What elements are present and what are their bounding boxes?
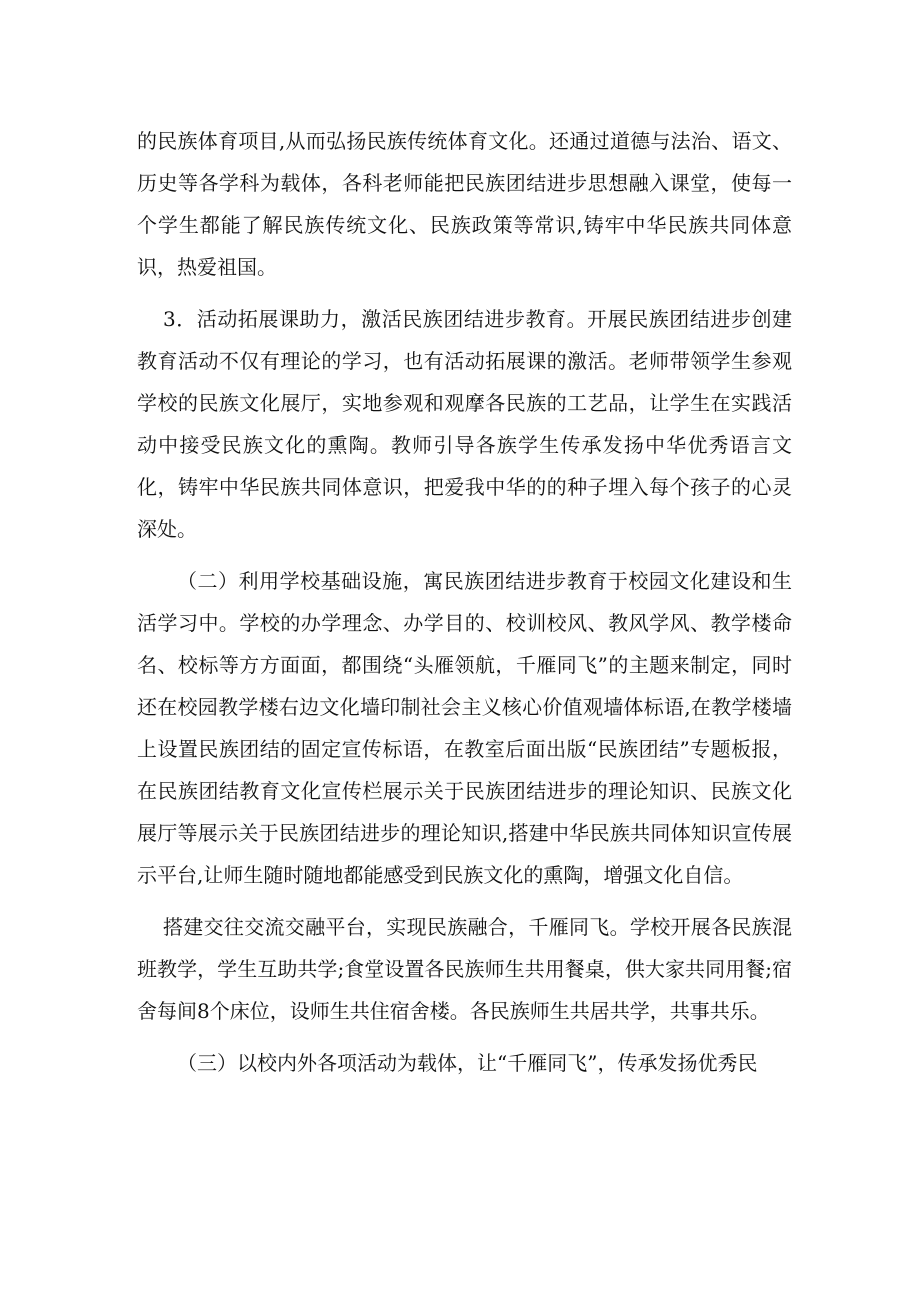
paragraph-exchange-platform: 搭建交往交流交融平台，实现民族融合，千雁同飞。学校开展各民族混班教学，学生互助共学;食堂设置各民族师生共用餐桌，供大家共同用餐;宿舍每间8个床位，设师生共住宿舍楼。各民族师生共居共学，共事共乐。	[137, 915, 792, 1023]
paragraph-continuation: 的民族体育项目,从而弘扬民族传统体育文化。还通过道德与法治、语文、历史等各学科为载体，各科老师能把民族团结进步思想融入课堂，使每一个学生都能了解民族传统文化、民族政策等常识,铸牢中华民族共同体意识，热爱祖国。	[137, 129, 792, 279]
document-body	[137, 120, 792, 1094]
paragraph-section-three: （三）以校内外各项活动为载体，让“千雁同飞”，传承发扬优秀民	[177, 1051, 758, 1075]
paragraph-section-two: （二）利用学校基础设施，寓民族团结进步教育于校园文化建设和生活学习中。学校的办学理念、办学目的、校训校风、教风学风、教学楼命名、校标等方方面面，都围绕“头雁领航，千雁同飞”的主题来制定，同时还在校园教学楼右边文化墙印制社会主义核心价值观墙体标语,在教学楼墙上设置民族团结的固定宣传标语，在教室后面出版“民族团结”专题板报，在民族团结教育文化宣传栏展示关于民族团结进步的理论知识、民族文化展厅等展示关于民族团结进步的理论知识,搭建中华民族共同体知识宣传展示平台,让师生随时随地都能感受到民族文化的熏陶，增强文化自信。	[137, 569, 792, 887]
paragraph-activity-extension: 3．活动拓展课助力，激活民族团结进步教育。开展民族团结进步创建教育活动不仅有理论的学习，也有活动拓展课的激活。老师带领学生参观学校的民族文化展厅，实地参观和观摩各民族的工艺品，让学生在实践活动中接受民族文化的熏陶。教师引导各族学生传承发扬中华优秀语言文化，铸牢中华民族共同体意识，把爱我中华的的种子埋入每个孩子的心灵深处。	[137, 307, 792, 541]
